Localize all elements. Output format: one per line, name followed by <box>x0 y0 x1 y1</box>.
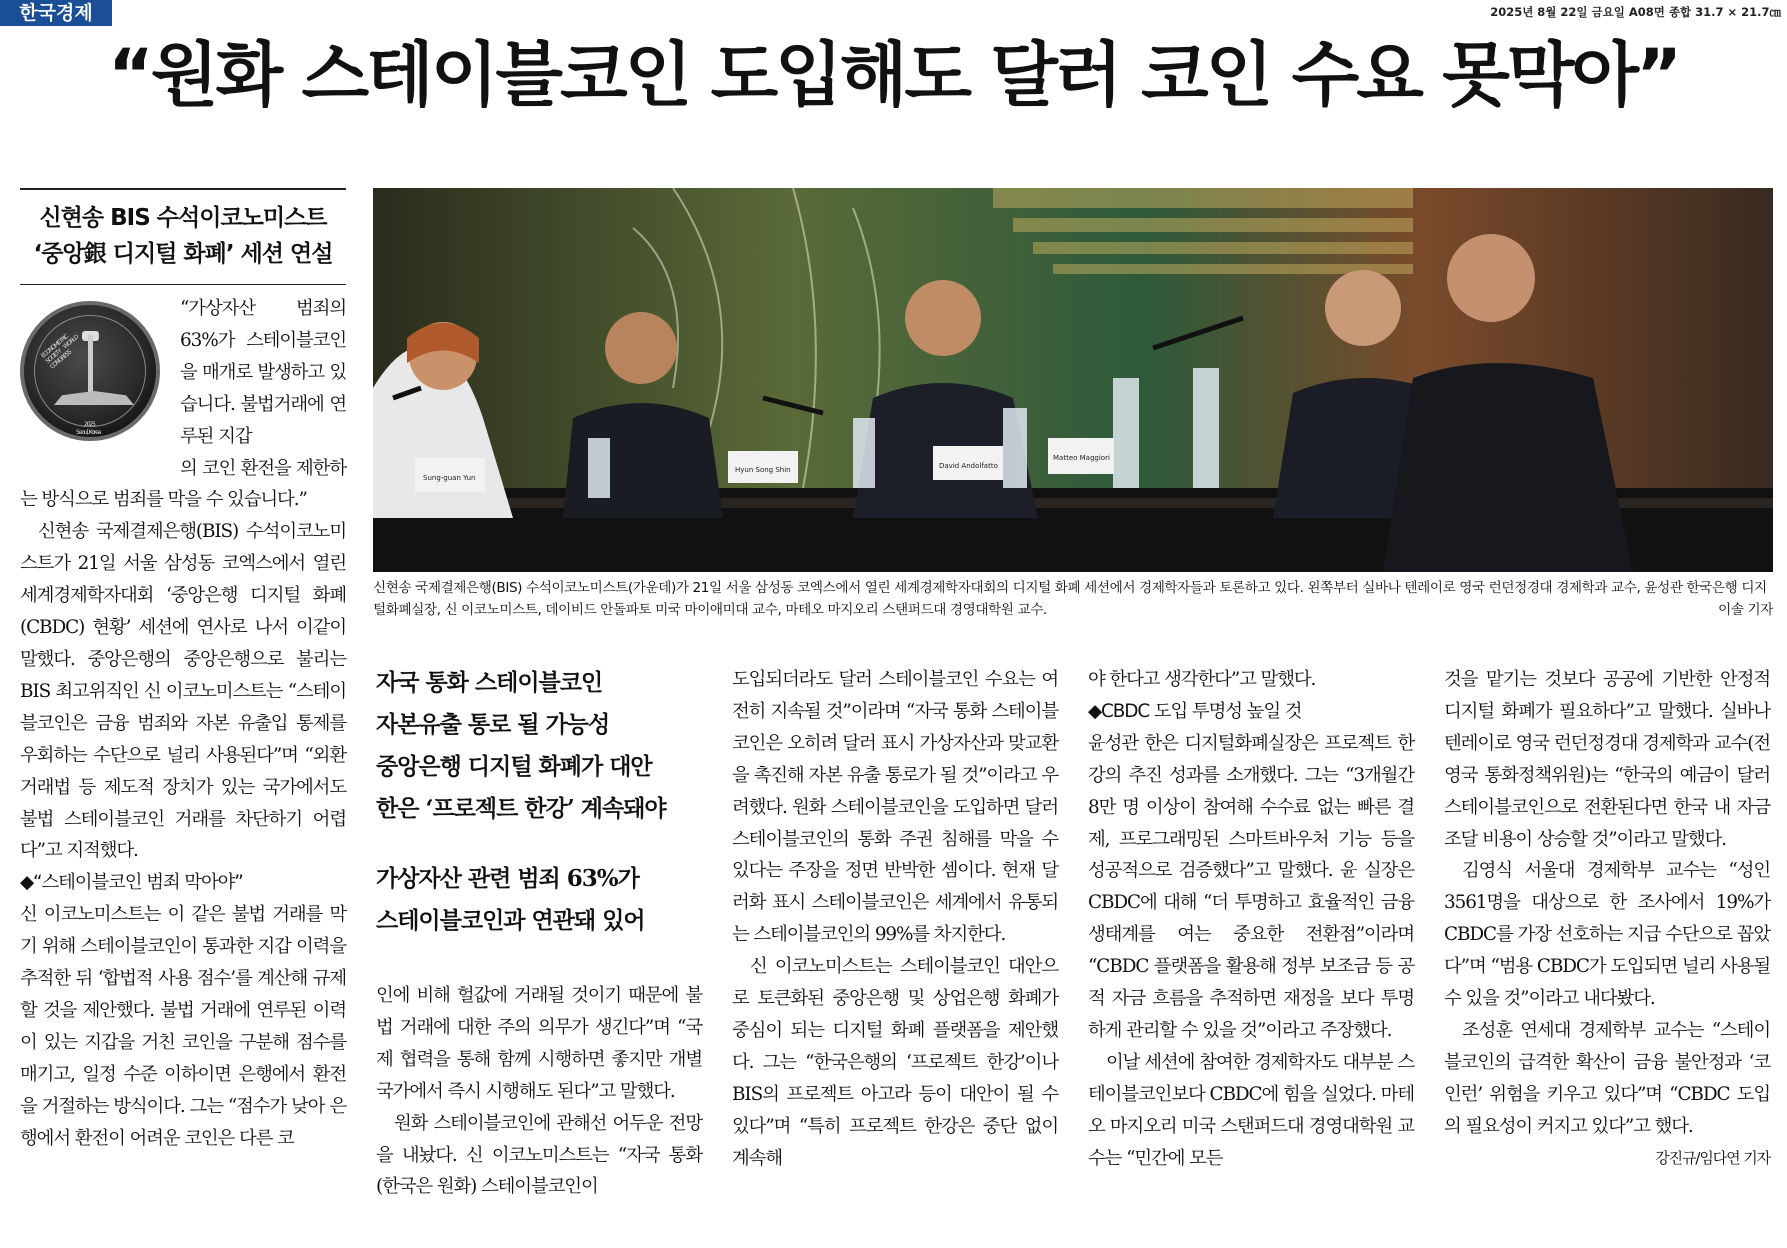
pull-quote-line: 스테이블코인과 연관돼 있어 <box>376 907 645 934</box>
paragraph: 김영식 서울대 경제학부 교수는 “성인 3561명을 대상으로 한 조사에서 19%가 CBDC를 가장 선호하는 지급 수단으로 꼽았다”며 “범용 CBDC가 도입되면 널리 사용될 수 있을 것”이라고 내다봤다. <box>1444 860 1770 1010</box>
column-3 <box>732 664 1058 1175</box>
paragraph: 신현송 국제결제은행(BIS) 수석이코노미스트가 21일 서울 삼성동 코엑스에서 열린 세계경제학자대회 ‘중앙은행 디지털 화폐(CBDC) 현황’ 세션에 연사로 나서 이같이 말했다. 중앙은행의 중앙은행으로 불리는 BIS 최고위직인 신 이코노미스트는 “스테이블코인은 금융 범죄와 자본 유출입 통제를 우회하는 수단으로 널리 사용된다”며 “외환거래법 등 제도적 장치가 있는 국가에서도 불법 스테이블코인 거래를 차단하기 어렵다”고 지적했다. <box>20 521 346 862</box>
paragraph: 조성훈 연세대 경제학부 교수는 “스테이블코인의 급격한 확산이 금융 불안정과 ‘코인런’ 위험을 키우고 있다”며 “CBDC 도입의 필요성이 커지고 있다”고 했다. <box>1444 1019 1770 1137</box>
pull-quote-line: 가상자산 관련 범죄 63%가 <box>376 865 639 892</box>
panel-discussion-photo <box>373 188 1773 572</box>
paragraph: 윤성관 한은 디지털화폐실장은 프로젝트 한강의 추진 성과를 소개했다. 그는 “3개월간 8만 명 이상이 참여해 수수료 없는 빠른 결제, 프로그래밍된 스마트바우처 기능 등을 성공적으로 검증했다”고 말했다. 윤 실장은 CBDC에 대해 “더 투명하고 효율적인 금융 생태계를 여는 중요한 전환점”이라며 “CBDC 플랫폼을 활용해 정부 보조금 등 공적 자금 흐름을 추적하면 재정을 보다 투명하게 관리할 수 있을 것”이라고 주장했다. <box>1088 732 1414 1041</box>
column-4 <box>1088 664 1414 1175</box>
left-column <box>20 188 346 1154</box>
paragraph: 이날 세션에 참여한 경제학자도 대부분 스테이블코인보다 CBDC에 힘을 실었다. 마테오 마지오리 미국 스탠퍼드대 경영대학원 교수는 “민간에 모든 <box>1088 1051 1414 1169</box>
pull-quote-line: 중앙은행 디지털 화폐가 대안 <box>376 753 652 780</box>
paragraph: 원화 스테이블코인에 관해선 어두운 전망을 내놨다. 신 이코노미스트는 “자국 통화(한국은 원화) 스테이블코인이 <box>376 1112 702 1198</box>
coin-image <box>20 301 170 453</box>
photo-credit: 이솔 기자 <box>1718 602 1773 618</box>
column-1 <box>20 293 346 1154</box>
coin-top-text: ECONOMETRIC SOCIETY WORLD CONGRESS <box>39 333 80 371</box>
paragraph: 신 이코노미스트는 이 같은 불법 거래를 막기 위해 스테이블코인이 통과한 지갑 이력을 추적한 뒤 ‘합법적 사용 점수’를 계산해 규제할 것을 제안했다. 불법 거래에 연루된 이력이 있는 지갑을 거친 코인을 구분해 점수를 매기고, 일정 수준 이하이면 은행에서 환전을 거절하는 방식이다. 그는 “점수가 낮아 은행에서 환전이 어려운 코인은 다른 코 <box>20 904 346 1149</box>
pull-quote-line: 자국 통화 스테이블코인 <box>376 669 603 696</box>
paragraph: 야 한다고 생각한다”고 말했다. <box>1088 669 1316 690</box>
deck-line-2: ‘중앙銀 디지털 화폐’ 세션 연설 <box>33 241 333 267</box>
deck <box>20 188 346 285</box>
paragraph: 것을 맡기는 것보다 공공에 기반한 안정적 디지털 화폐가 필요하다”고 말했다. 실바나 텐레이로 영국 런던정경대 경제학과 교수(전 영국 통화정책위원)는 “한국의 예금이 달러 스테이블코인으로 전환된다면 한국 내 자금 조달 비용이 상승할 것”이라고 말했다. <box>1444 669 1770 850</box>
nameplate-4: Matteo Maggiori <box>1053 454 1110 462</box>
column-2 <box>376 980 702 1203</box>
nameplate-2: Hyun Song Shin <box>735 466 791 474</box>
quote-lead: “가상자산 범죄의 63%가 스테이블코인을 매개로 발생하고 있습니다. 불법거래에 연루된 지갑 <box>180 298 346 447</box>
column-5 <box>1444 664 1770 1175</box>
coin-place: Seoul, Korea <box>76 429 101 436</box>
coin-year: 2025 <box>84 421 95 428</box>
paragraph: 도입되더라도 달러 스테이블코인 수요는 여전히 지속될 것”이라며 “자국 통화 스테이블코인은 오히려 달러 표시 가상자산과 맞교환을 촉진해 자본 유출 통로가 될 것”이라고 우려했다. 원화 스테이블코인을 도입하면 달러 스테이블코인의 통화 주권 침해를 막을 수 있다는 주장을 정면 반박한 셈이다. 현재 달러화 표시 스테이블코인은 세계에서 유통되는 스테이블코인의 99%를 차지한다. <box>732 669 1058 946</box>
caption-text: 신현송 국제결제은행(BIS) 수석이코노미스트(가운데)가 21일 서울 삼성동 코엑스에서 열린 세계경제학자대회의 디지털 화폐 세션에서 경제학자들과 토론하고 있다. 왼쪽부터 실바나 텐레이로 영국 런던정경대 경제학과 교수, 윤성관 한국은행 디지털화폐실장, 신 이코노미스트, 데이비드 안돌파토 미국 마이애미대 교수, 마테오 마지오리 스탠퍼드대 경영대학원 교수. <box>373 580 1767 618</box>
subhead: ◆“스테이블코인 범죄 막아야” <box>20 872 243 894</box>
pull-quote-line: 한은 ‘프로젝트 한강’ 계속돼야 <box>376 795 666 822</box>
subhead: ◆CBDC 도입 투명성 높일 것 <box>1088 700 1302 722</box>
newspaper-logo: 한국경제 <box>0 0 112 26</box>
nameplate-3: David Andolfatto <box>939 462 998 470</box>
pull-quotes <box>376 662 702 942</box>
dateline: 2025년 8월 22일 금요일 A08면 종합 31.7 × 21.7㎝ <box>1490 5 1781 19</box>
photo-caption <box>373 577 1773 621</box>
byline: 강진규/임다연 기자 <box>1655 1148 1770 1167</box>
deck-line-1: 신현송 BIS 수석이코노미스트 <box>39 205 327 231</box>
paragraph: 신 이코노미스트는 스테이블코인 대안으로 토큰화된 중앙은행 및 상업은행 화폐가 중심이 되는 디지털 화폐 플랫폼을 제안했다. 그는 “한국은행의 ‘프로젝트 한강’이나 BIS의 프로젝트 아고라 등이 대안이 될 수 있다”며 “특히 프로젝트 한강은 중단 없이 계속해 <box>732 956 1058 1169</box>
quote-lead-rest: 의 코인 환전을 제한하는 방식으로 범죄를 막을 수 있습니다.” <box>20 457 346 511</box>
headline: “원화 스테이블코인 도입해도 달러 코인 수요 못막아” <box>107 34 1680 116</box>
nameplate-1: Sung-guan Yun <box>423 474 476 482</box>
pull-quote-line: 자본유출 통로 될 가능성 <box>376 711 610 738</box>
paragraph: 인에 비해 헐값에 거래될 것이기 때문에 불법 거래에 대한 주의 의무가 생긴다”며 “국제 협력을 통해 함께 시행하면 좋지만 개별 국가에서 즉시 시행해도 된다”고 말했다. <box>376 985 702 1102</box>
commemorative-coin-icon <box>20 301 160 441</box>
